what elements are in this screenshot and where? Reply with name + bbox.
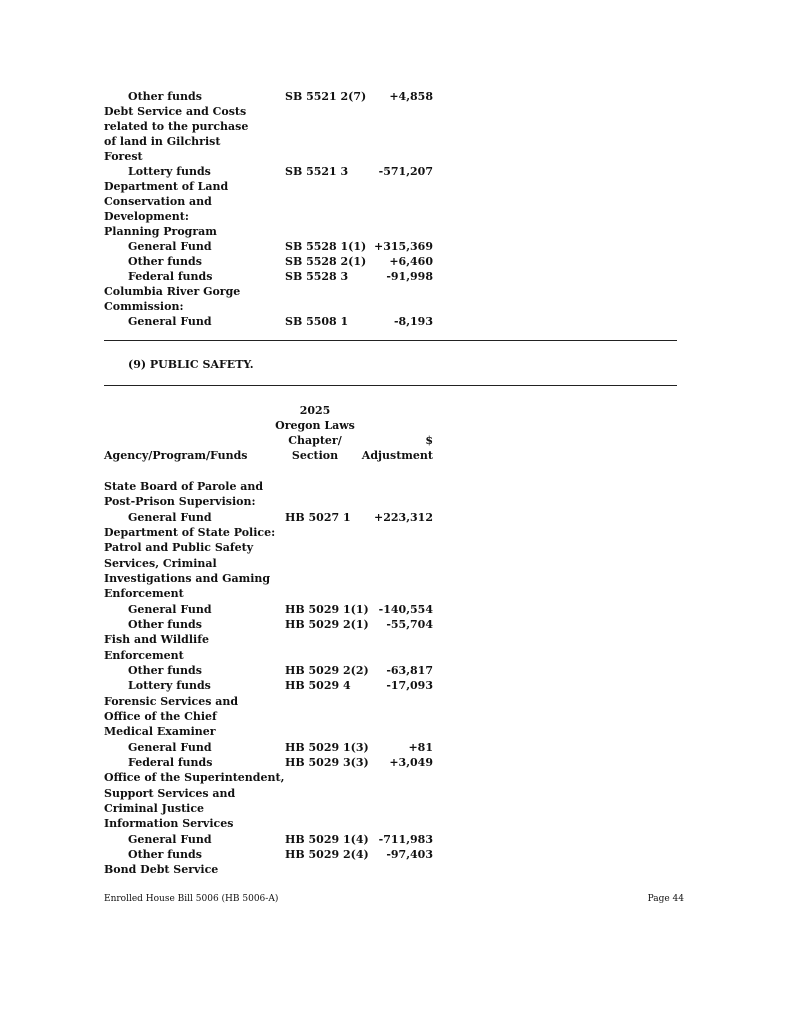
header-adjustment: Adjustment	[361, 449, 433, 462]
header-agency: Agency/Program/Funds	[104, 449, 248, 462]
table-row	[0, 816, 800, 831]
row-amount: -63,817	[386, 663, 433, 677]
row-label: Lottery funds	[128, 165, 211, 178]
table-row	[0, 709, 800, 724]
row-label: Fish and Wildlife	[104, 633, 209, 647]
row-chapter: HB 5029 2(2)	[285, 663, 369, 677]
table-row	[0, 571, 800, 586]
row-chapter: HB 5029 3(3)	[285, 755, 369, 769]
table-row	[0, 314, 800, 329]
row-label: General Fund	[128, 740, 212, 754]
table-row	[0, 134, 800, 149]
table-row	[0, 740, 800, 755]
header-section: Section	[291, 449, 339, 462]
row-label: Enforcement	[104, 648, 184, 662]
row-amount: -91,998	[386, 270, 433, 283]
row-label: of land in Gilchrist	[104, 135, 221, 148]
row-label: General Fund	[128, 315, 212, 328]
row-label: State Board of Parole and	[104, 480, 264, 493]
row-label: Patrol and Public Safety	[104, 541, 254, 555]
table-row	[0, 556, 800, 571]
row-amount: -97,403	[386, 847, 433, 861]
table-row	[0, 540, 800, 555]
table-row	[0, 632, 800, 647]
row-chapter: SB 5528 2(1)	[285, 255, 367, 268]
table-row	[0, 678, 800, 693]
row-label: Post-Prison Supervision:	[104, 495, 256, 509]
row-chapter: HB 5029 2(1)	[285, 617, 369, 631]
row-amount: -571,207	[378, 165, 433, 178]
table-row	[0, 179, 800, 194]
row-label: Other funds	[128, 847, 202, 861]
table-row	[0, 254, 800, 269]
row-amount: +315,369	[374, 240, 433, 253]
table-row	[0, 770, 800, 785]
table-row	[0, 832, 800, 847]
table-row	[0, 494, 800, 509]
table-row	[0, 224, 800, 239]
table-row	[0, 586, 800, 601]
row-label: Commission:	[104, 300, 184, 313]
table-row	[0, 786, 800, 801]
row-label: Bond Debt Service	[104, 863, 219, 877]
row-chapter: SB 5528 3	[285, 270, 349, 283]
row-amount: +81	[408, 740, 433, 754]
footer-page-number: Page 44	[647, 894, 684, 904]
row-chapter: HB 5029 4	[285, 679, 351, 693]
table-row	[0, 525, 800, 540]
table-row	[0, 694, 800, 709]
row-chapter: SB 5528 1(1)	[285, 240, 367, 253]
table-row	[0, 479, 800, 494]
row-amount: +4,858	[389, 90, 433, 103]
row-amount: +3,049	[389, 755, 433, 769]
table-row	[0, 724, 800, 739]
table-row	[0, 299, 800, 314]
divider-top	[104, 340, 677, 341]
row-chapter: SB 5508 1	[285, 315, 349, 328]
row-label: Criminal Justice	[104, 801, 205, 815]
row-chapter: HB 5029 2(4)	[285, 847, 369, 861]
table-row	[0, 164, 800, 179]
row-label: Planning Program	[104, 225, 217, 238]
row-amount: -140,554	[378, 602, 433, 616]
table-row	[0, 119, 800, 134]
table-row	[0, 755, 800, 770]
table-row	[0, 269, 800, 284]
table-row	[0, 510, 800, 525]
row-amount: -17,093	[386, 679, 433, 693]
row-label: related to the purchase	[104, 120, 249, 133]
row-label: Columbia River Gorge	[104, 285, 241, 298]
row-label: Conservation and	[104, 195, 212, 208]
row-amount: +223,312	[374, 510, 433, 524]
table-row	[0, 89, 800, 104]
row-label: Department of Land	[104, 180, 229, 193]
row-label: Other funds	[128, 617, 202, 631]
section-title: (9) PUBLIC SAFETY.	[128, 358, 254, 371]
row-chapter: HB 5029 1(1)	[285, 602, 369, 616]
table-row	[0, 209, 800, 224]
row-amount: -711,983	[378, 832, 433, 846]
table-row	[0, 194, 800, 209]
header-dollar: $	[425, 434, 433, 447]
row-amount: +6,460	[389, 255, 433, 268]
row-label: Other funds	[128, 663, 202, 677]
row-label: Office of the Chief	[104, 709, 217, 723]
header-year: 2025	[299, 404, 331, 417]
row-label: Information Services	[104, 817, 234, 831]
table-row	[0, 648, 800, 663]
table-row	[0, 617, 800, 632]
table-row	[0, 847, 800, 862]
row-chapter: HB 5029 1(3)	[285, 740, 369, 754]
row-amount: -55,704	[386, 617, 433, 631]
row-label: General Fund	[128, 510, 212, 524]
row-label: Office of the Superintendent,	[104, 771, 285, 785]
row-label: Forensic Services and	[104, 694, 239, 708]
header-chapter: Chapter/	[288, 434, 342, 447]
row-label: General Fund	[128, 602, 212, 616]
row-label: Forest	[104, 150, 143, 163]
table-row	[0, 104, 800, 119]
table-row	[0, 284, 800, 299]
table-row	[0, 801, 800, 816]
row-label: Lottery funds	[128, 679, 211, 693]
table-row	[0, 602, 800, 617]
table-row	[0, 663, 800, 678]
row-label: General Fund	[128, 832, 212, 846]
row-chapter: SB 5521 2(7)	[285, 90, 367, 103]
row-label: Federal funds	[128, 755, 213, 769]
row-label: Federal funds	[128, 270, 213, 283]
row-label: Medical Examiner	[104, 725, 216, 739]
footer-bill-name: Enrolled House Bill 5006 (HB 5006-A)	[104, 894, 279, 904]
row-label: Debt Service and Costs	[104, 105, 247, 118]
table-row	[0, 862, 800, 877]
row-label: Enforcement	[104, 587, 184, 601]
row-chapter: SB 5521 3	[285, 165, 349, 178]
row-label: Support Services and	[104, 786, 236, 800]
row-label: Development:	[104, 210, 189, 223]
row-chapter: HB 5027 1	[285, 510, 351, 524]
row-amount: -8,193	[393, 315, 433, 328]
row-label: Other funds	[128, 255, 202, 268]
divider-bottom	[104, 385, 677, 386]
row-label: Investigations and Gaming	[104, 571, 271, 585]
table-row	[0, 149, 800, 164]
row-label: Department of State Police:	[104, 525, 276, 539]
row-label: Other funds	[128, 90, 202, 103]
header-oregon-laws: Oregon Laws	[275, 419, 355, 432]
row-label: Services, Criminal	[104, 556, 217, 570]
table-row	[0, 239, 800, 254]
row-label: General Fund	[128, 240, 212, 253]
row-chapter: HB 5029 1(4)	[285, 832, 369, 846]
